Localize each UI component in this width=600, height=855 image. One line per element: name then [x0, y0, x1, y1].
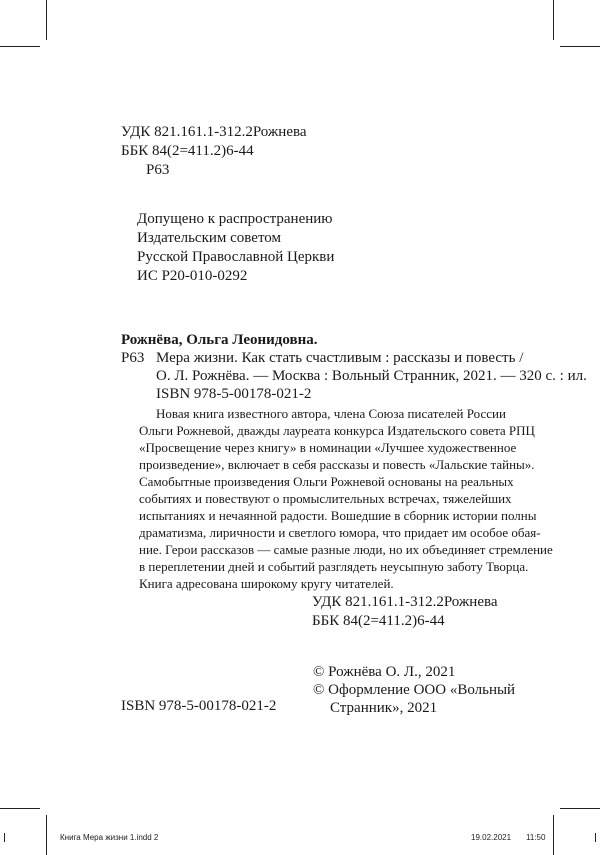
crop-mark-right-bottom — [560, 808, 600, 809]
slug-file: Книга Мера жизни 1.indd 2 — [60, 833, 159, 842]
copyright-author: © Рожнёва О. Л., 2021 — [313, 664, 456, 680]
bottom-udk: УДК 821.161.1-312.2Рожнева — [312, 594, 498, 610]
crop-mark-bottom-left — [46, 815, 47, 855]
catalog-isbn: ISBN 978-5-00178-021-2 — [156, 386, 312, 402]
approval-line: Издательским советом — [137, 230, 282, 246]
approval-line: Допущено к распространению — [137, 211, 333, 227]
slug-bar-left — [4, 833, 5, 842]
slug-bar-right — [595, 833, 596, 842]
annotation-line: Новая книга известного автора, члена Союза писателей России — [156, 406, 506, 421]
catalog-title-line: О. Л. Рожнёва. — Москва : Вольный Странник, 2021. — 320 с. : ил. — [156, 368, 587, 384]
bottom-isbn: ISBN 978-5-00178-021-2 — [121, 698, 277, 714]
top-author-mark: Р63 — [146, 162, 170, 178]
top-bbk: ББК 84(2=411.2)6-44 — [121, 143, 254, 159]
annotation-line: Самобытные произведения Ольги Рожневой основаны на реальных — [139, 474, 514, 489]
annotation-line: событиях и повествуют о промыслительных встречах, тяжелейших — [139, 491, 512, 506]
slug-time: 11:50 — [526, 833, 546, 842]
crop-mark-left-top — [0, 46, 40, 47]
crop-mark-bottom-right — [553, 815, 554, 855]
annotation-line: ние. Герои рассказов — самые разные люди, но их объединяет стремление — [139, 542, 553, 557]
bottom-bbk: ББК 84(2=411.2)6-44 — [312, 613, 445, 629]
annotation-line: в переплетении дней и событий разглядеть неусыпную заботу Творца. — [139, 559, 529, 574]
copyright-design: © Оформление ООО «Вольный — [313, 682, 516, 698]
top-udk: УДК 821.161.1-312.2Рожнева — [121, 124, 307, 140]
annotation-line: Ольги Рожневой, дважды лауреата конкурса Издательского совета РПЦ — [139, 423, 535, 438]
crop-mark-top-left — [46, 0, 47, 40]
approval-line: Русской Православной Церкви — [137, 249, 335, 265]
crop-mark-left-bottom — [0, 808, 40, 809]
catalog-mark: Р63 — [121, 350, 145, 366]
catalog-title-line: Мера жизни. Как стать счастливым : рассказы и повесть / — [156, 350, 524, 366]
annotation-line: испытаниях и нечаянной радости. Вошедшие в сборник истории полны — [139, 508, 537, 523]
annotation-line: произведение», включает в себя рассказы и повесть «Лальские тайны». — [139, 457, 535, 472]
copyright-design-cont: Странник», 2021 — [330, 700, 438, 716]
crop-mark-right-top — [560, 46, 600, 47]
catalog-author: Рожнёва, Ольга Леонидовна. — [121, 332, 318, 348]
annotation-line: драматизма, лиричности и светлого юмора, что придает им особое обая- — [139, 525, 541, 540]
annotation-line: Книга адресована широкому кругу читателей. — [139, 576, 394, 591]
annotation-line: «Просвещение через книгу» в номинации «Лучшее художественное — [139, 440, 517, 455]
slug-date: 19.02.2021 — [471, 833, 512, 842]
crop-mark-top-right — [553, 0, 554, 40]
approval-number: ИС Р20-010-0292 — [137, 268, 248, 284]
